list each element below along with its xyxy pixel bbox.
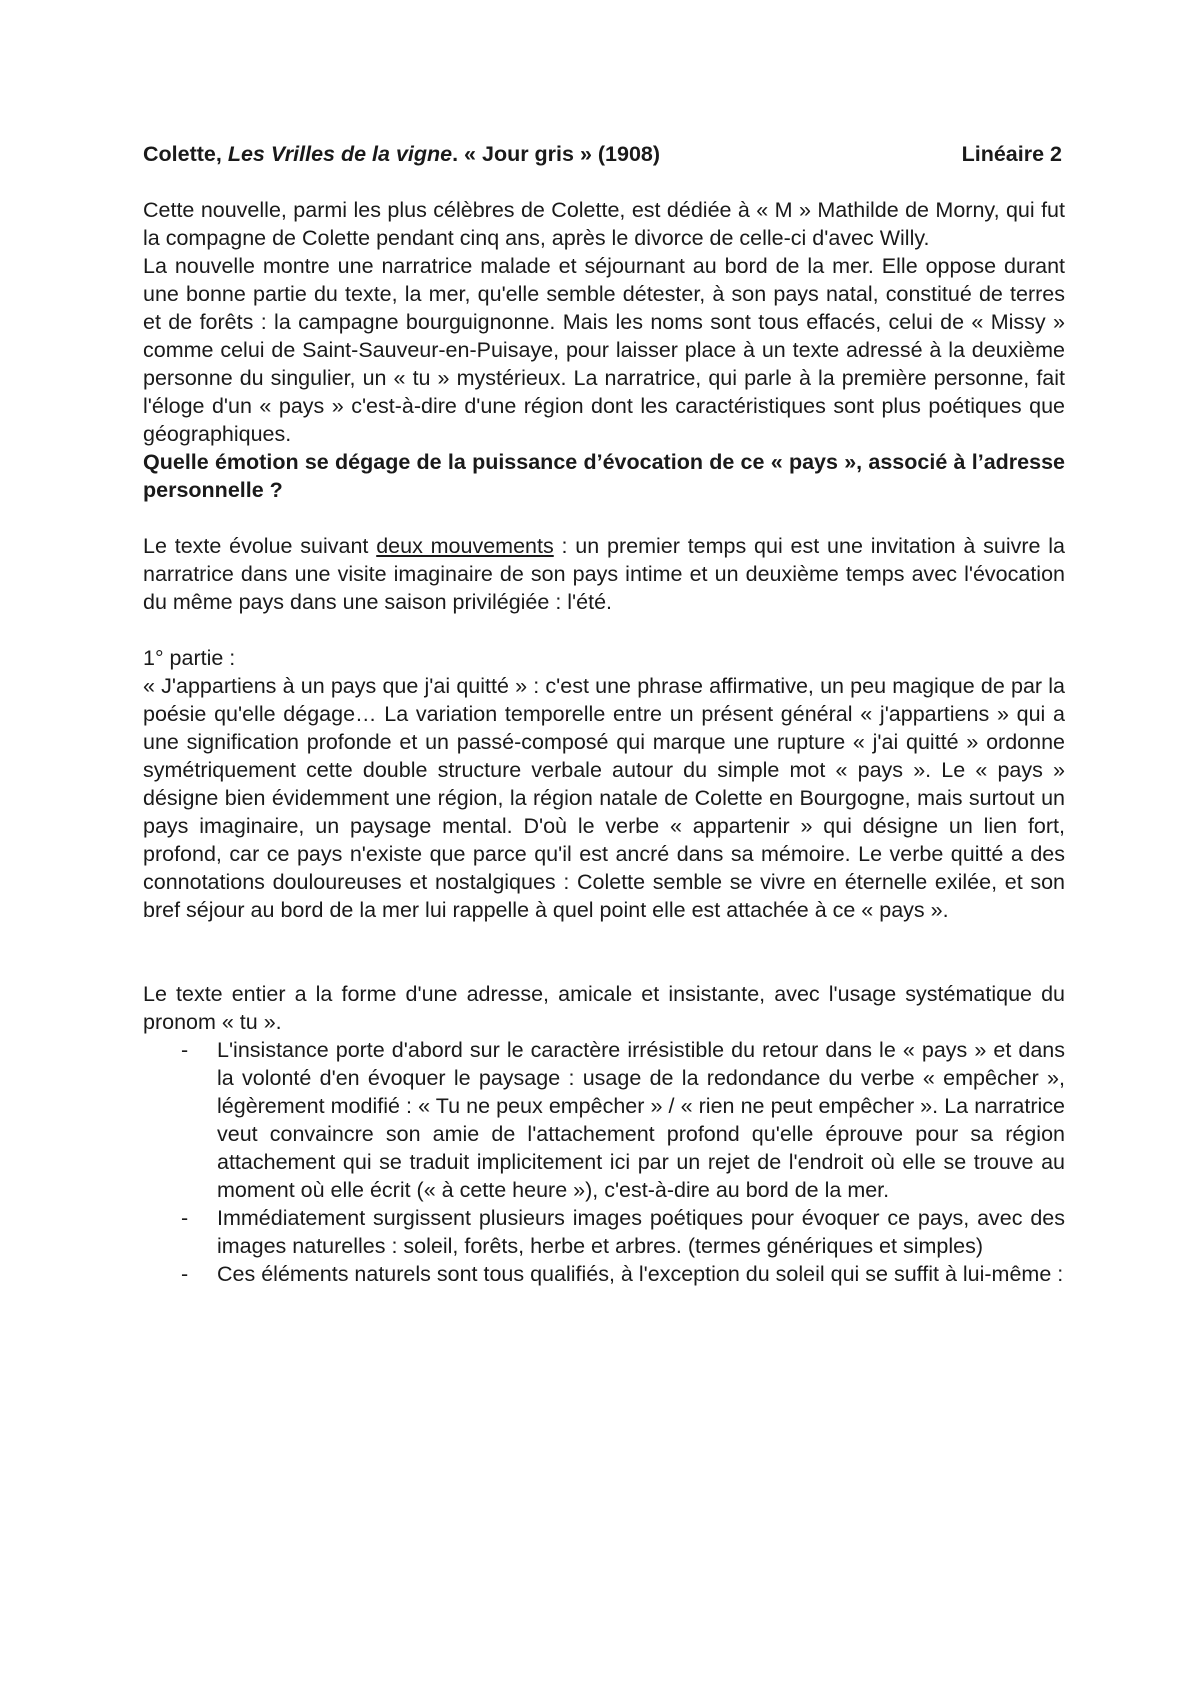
part1-heading: 1° partie : (143, 646, 236, 670)
intro-paragraph-2: La nouvelle montre une narratrice malade et séjournant au bord de la mer. Elle oppose durant une bonne partie du texte, la mer, qu'elle semble détester, à son pays natal, constitué de terres et de forêts : la campagne bourguignonne. Mais les noms sont tous effacés, celui de « Missy » comme celui de Saint-Sauveur-en-Puisaye, pour laisser place à un texte adressé à la deuxième personne du singulier, un « tu » mystérieux. La narratrice, qui parle à la première personne, fait l'éloge d'un « pays » c'est-à-dire d'une région dont les caractéristiques sont plus poétiques que géographiques. (143, 254, 1065, 446)
work-title: Les Vrilles de la vigne (227, 142, 453, 166)
movements-paragraph: Le texte évolue suivant deux mouvements : un premier temps qui est une invitation à suivre la narratrice dans une visite imaginaire de son pays intime et un deuxième temps avec l'évocation du même pays dans une saison privilégiée : l'été. (143, 534, 1065, 614)
lineaire-label: Linéaire 2 (961, 142, 1062, 166)
problematique-question: Quelle émotion se dégage de la puissance d’évocation de ce « pays », associé à l’adresse personnelle ? (143, 450, 1065, 502)
intro-paragraph-1: Cette nouvelle, parmi les plus célèbres de Colette, est dédiée à « M » Mathilde de Morny, qui fut la compagne de Colette pendant cinq ans, après le divorce de celle-ci d'avec Willy. (143, 198, 1065, 250)
document-header (143, 140, 1065, 168)
list-item: - Ces éléments naturels sont tous qualifiés, à l'exception du soleil qui se suffit à lui-même : (181, 1262, 1064, 1286)
spacer (143, 924, 1065, 980)
dash-bullet: - (181, 1038, 189, 1062)
dash-bullet: - (181, 1206, 189, 1230)
list-item: - L'insistance porte d'abord sur le caractère irrésistible du retour dans le « pays » et dans la volonté d'en évoquer le paysage : usage de la redondance du verbe « empêcher », légèrement modifié : « Tu ne peux empêcher » / « rien ne peut empêcher ». La narratrice veut convaincre son amie de l'attachement profond qu'elle éprouve pour sa région attachement qui se traduit implicitement ici par un rejet de l'endroit où elle se trouve au moment où elle écrit (« à cette heure »), c'est-à-dire au bord de la mer. (181, 1038, 1065, 1202)
document-page (143, 140, 1065, 1288)
list-item: - Immédiatement surgissent plusieurs images poétiques pour évoquer ce pays, avec des images naturelles : soleil, forêts, herbe et arbres. (termes génériques et simples) (181, 1206, 1065, 1258)
document-title: Colette, Les Vrilles de la vigne. « Jour gris » (1908) (143, 142, 661, 166)
part1-paragraph: « J'appartiens à un pays que j'ai quitté » : c'est une phrase affirmative, un peu magique de par la poésie qu'elle dégage… La variation temporelle entre un présent général « j'appartiens » qui a une signification profonde et un passé-composé qui marque une rupture « j'ai quitté » ordonne symétriquement cette double structure verbale autour du simple mot « pays ». Le « pays » désigne bien évidemment une région, la région natale de Colette en Bourgogne, mais surtout un pays imaginaire, un paysage mental. D'où le verbe « appartenir » qui désigne un lien fort, profond, car ce pays n'existe que parce qu'il est ancré dans sa mémoire. Le verbe quitté a des connotations douloureuses et nostalgiques : Colette semble se vivre en éternelle exilée, et son bref séjour au bord de la mer lui rappelle à quel point elle est attachée à ce « pays ». (143, 674, 1065, 922)
spacer (143, 616, 1065, 644)
spacer (143, 504, 1065, 532)
analysis-list (143, 1036, 1065, 1288)
underlined-phrase: deux mouvements (376, 534, 554, 558)
dash-bullet: - (181, 1262, 189, 1286)
address-paragraph: Le texte entier a la forme d'une adresse, amicale et insistante, avec l'usage systématique du pronom « tu ». (143, 982, 1065, 1034)
